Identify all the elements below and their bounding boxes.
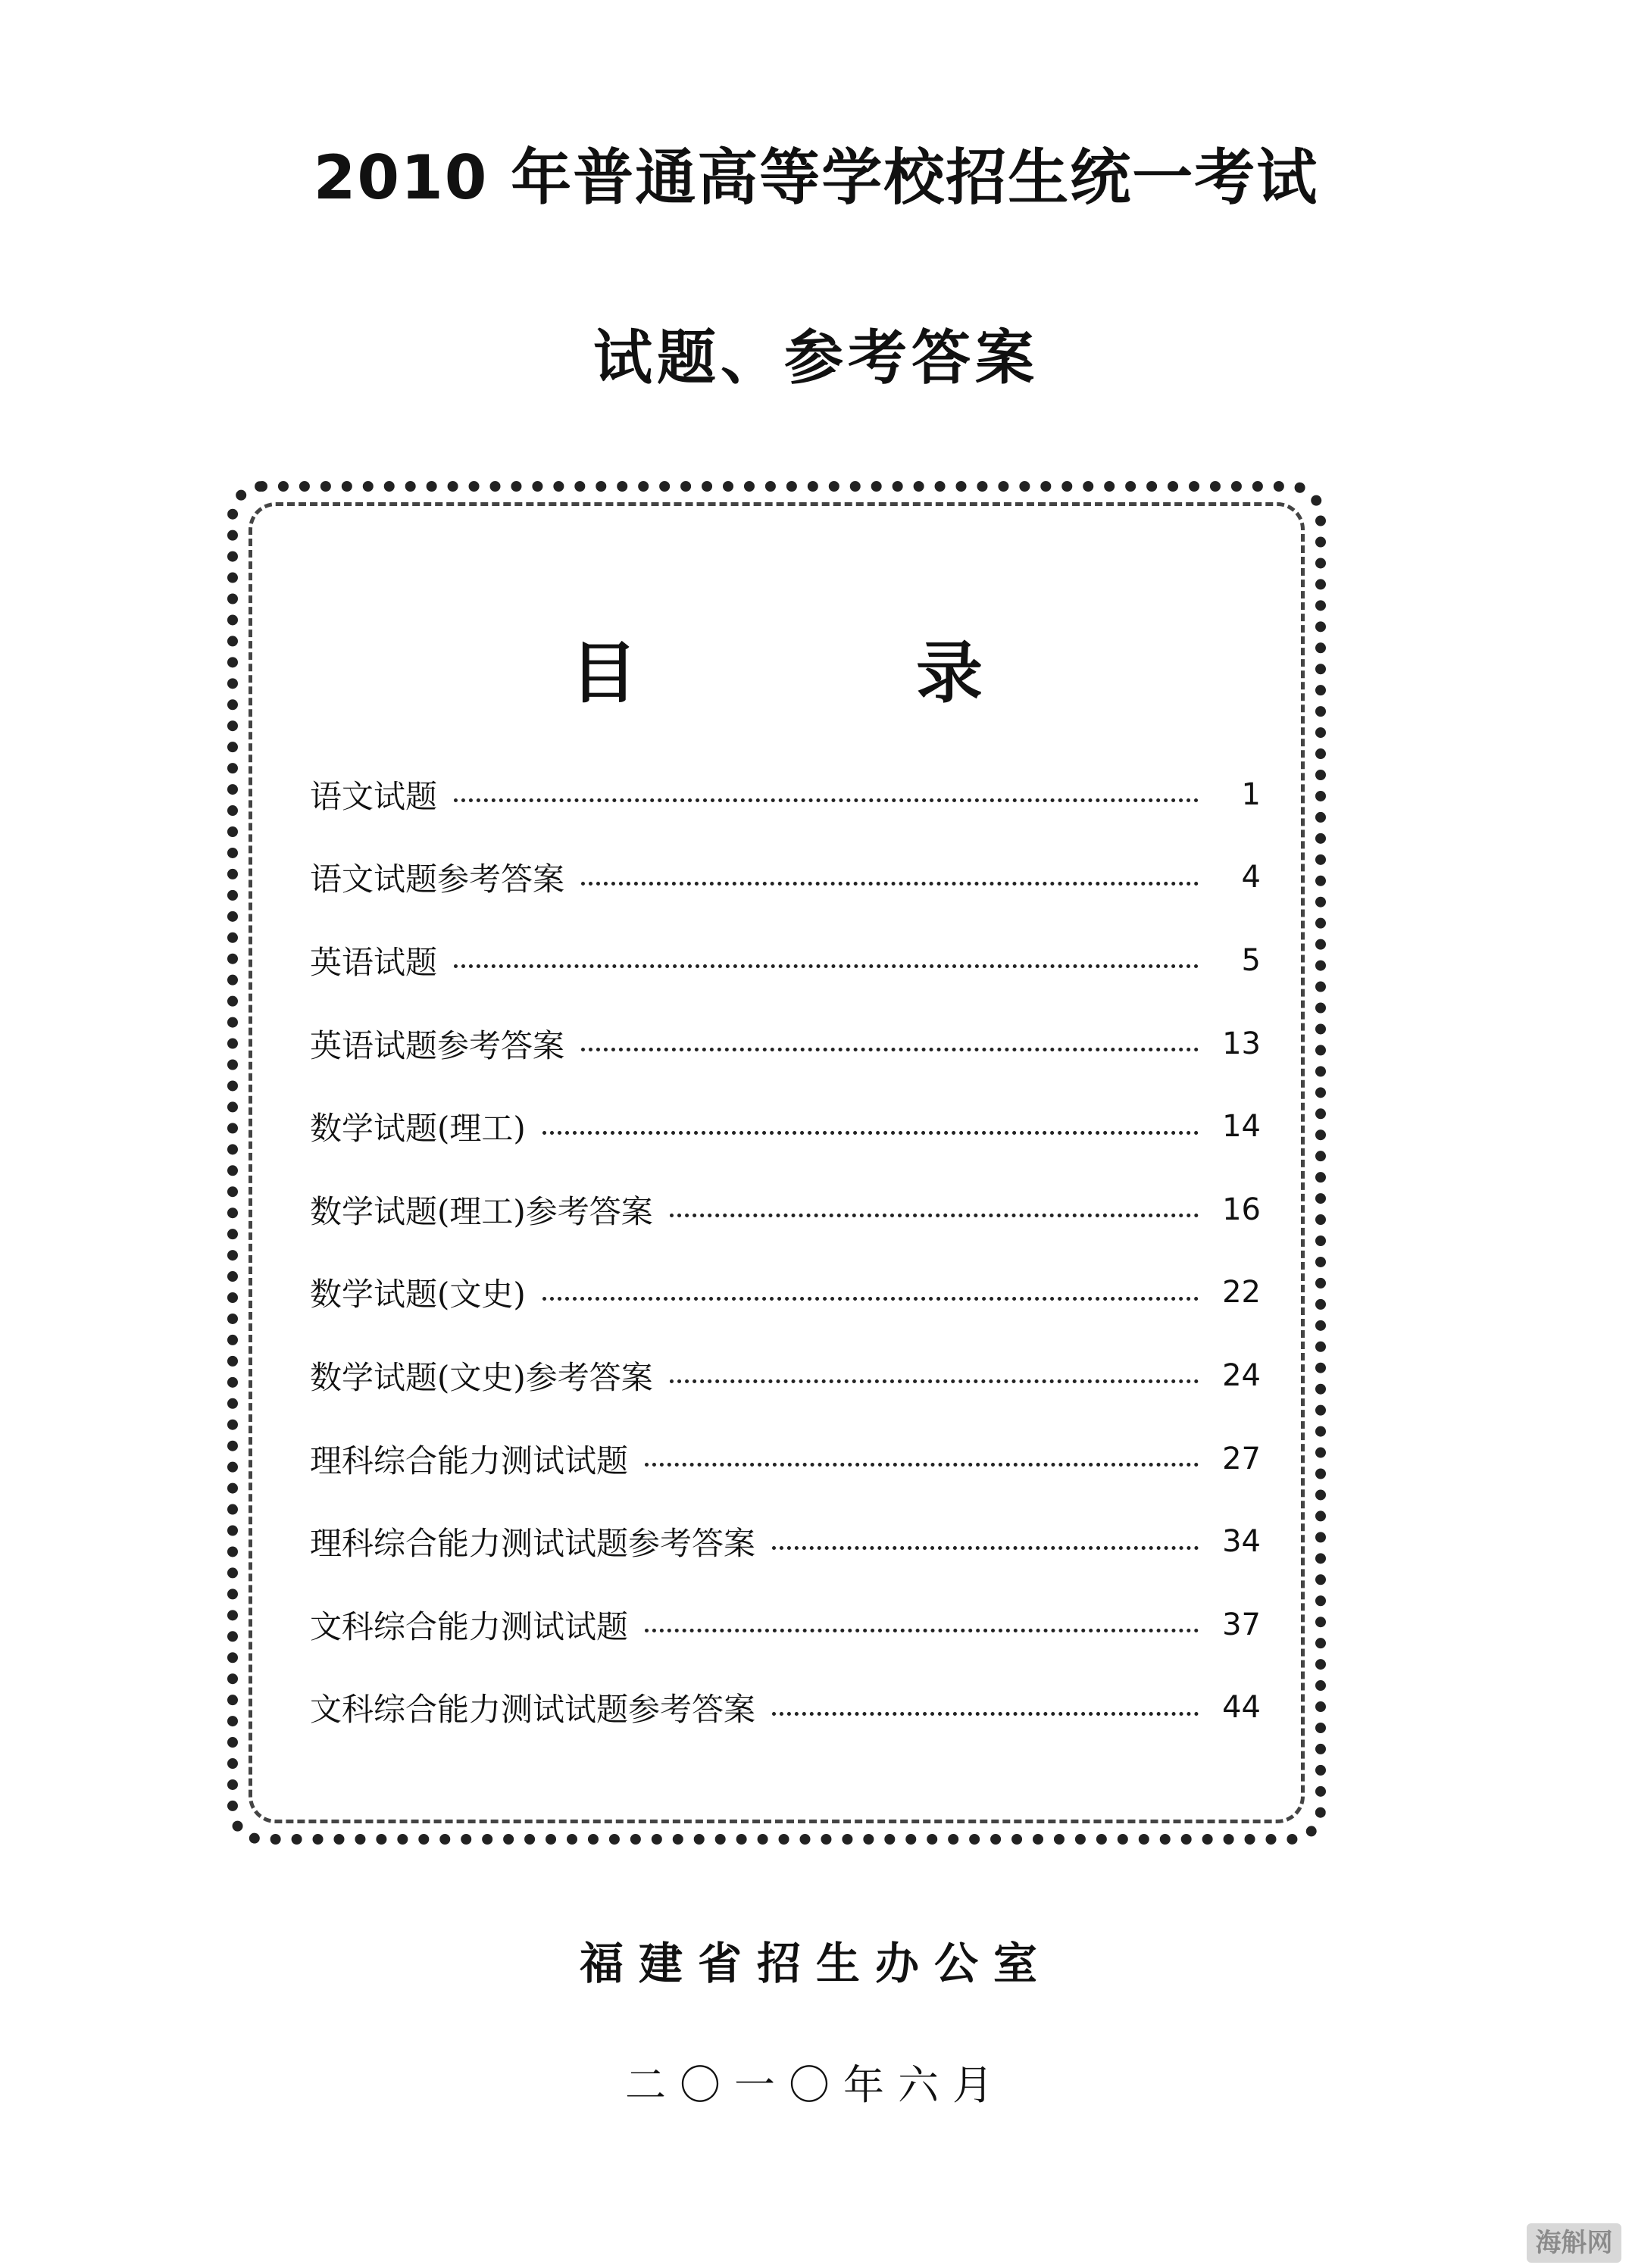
toc-heading: 目 录 (570, 634, 1089, 712)
toc-entry-label: 理科综合能力测试试题 (310, 1442, 629, 1479)
toc-entry-label: 数学试题(文史)参考答案 (310, 1358, 653, 1396)
publisher-name: 福建省招生办公室 (579, 1938, 1052, 1989)
toc-leader-dots (670, 1214, 1199, 1217)
toc-leader-dots (772, 1546, 1199, 1550)
toc-entry-label: 数学试题(文史) (310, 1276, 526, 1314)
toc-entry-page: 27 (1222, 1441, 1261, 1476)
toc-entry-page: 22 (1222, 1275, 1261, 1311)
toc-entry-page: 44 (1222, 1690, 1261, 1726)
toc-leader-dots (645, 1463, 1199, 1467)
toc-leader-dots (542, 1131, 1199, 1135)
toc-leader-dots (645, 1629, 1199, 1632)
toc-leader-dots (454, 798, 1199, 802)
toc-entry-label: 数学试题(理工)参考答案 (310, 1192, 653, 1230)
toc-entry[interactable] (310, 1002, 1261, 1086)
toc-leader-dots (772, 1712, 1199, 1716)
toc-entry-label: 英语试题参考答案 (310, 1026, 565, 1064)
toc-entry-page: 4 (1241, 860, 1261, 895)
toc-entry-page: 16 (1222, 1192, 1261, 1227)
toc-entry[interactable] (310, 836, 1261, 920)
toc-entry[interactable] (310, 1417, 1261, 1501)
toc-entry-label: 语文试题参考答案 (310, 861, 565, 898)
toc-entry-page: 24 (1222, 1357, 1261, 1393)
toc-entry[interactable] (310, 1667, 1261, 1750)
toc-entry-label: 文科综合能力测试试题 (310, 1607, 629, 1645)
toc-entry[interactable] (310, 919, 1261, 1002)
publication-date: 二〇一〇年六月 (625, 2061, 1007, 2109)
toc-border-frame (227, 481, 1326, 1845)
toc-entry-page: 34 (1222, 1524, 1261, 1560)
toc-entry[interactable] (310, 1334, 1261, 1417)
toc-entry[interactable] (310, 1168, 1261, 1251)
toc-entry-page: 14 (1222, 1109, 1261, 1145)
toc-leader-dots (670, 1379, 1199, 1383)
toc-entry-label: 语文试题 (310, 777, 438, 815)
document-subtitle: 试题、参考答案 (592, 323, 1039, 392)
toc-leader-dots (581, 882, 1199, 886)
toc-entry[interactable] (310, 1500, 1261, 1583)
toc-list (310, 753, 1261, 1749)
toc-leader-dots (542, 1297, 1199, 1301)
site-watermark-logo: 海斛网 (1527, 2223, 1621, 2263)
toc-entry-page: 13 (1222, 1026, 1261, 1061)
toc-leader-dots (581, 1048, 1199, 1051)
document-title: 2010 年普通高等学校招生统一考试 (313, 142, 1319, 213)
toc-entry-label: 理科综合能力测试试题参考答案 (310, 1525, 756, 1563)
toc-entry[interactable] (310, 1583, 1261, 1667)
toc-entry-label: 英语试题 (310, 943, 438, 981)
toc-entry-page: 1 (1241, 776, 1261, 812)
toc-entry-label: 文科综合能力测试试题参考答案 (310, 1691, 756, 1729)
toc-entry[interactable] (310, 753, 1261, 836)
toc-entry[interactable] (310, 1085, 1261, 1168)
toc-entry-page: 37 (1222, 1607, 1261, 1642)
toc-entry-label: 数学试题(理工) (310, 1110, 526, 1148)
toc-entry-page: 5 (1241, 942, 1261, 978)
toc-entry[interactable] (310, 1251, 1261, 1335)
toc-leader-dots (454, 964, 1199, 968)
